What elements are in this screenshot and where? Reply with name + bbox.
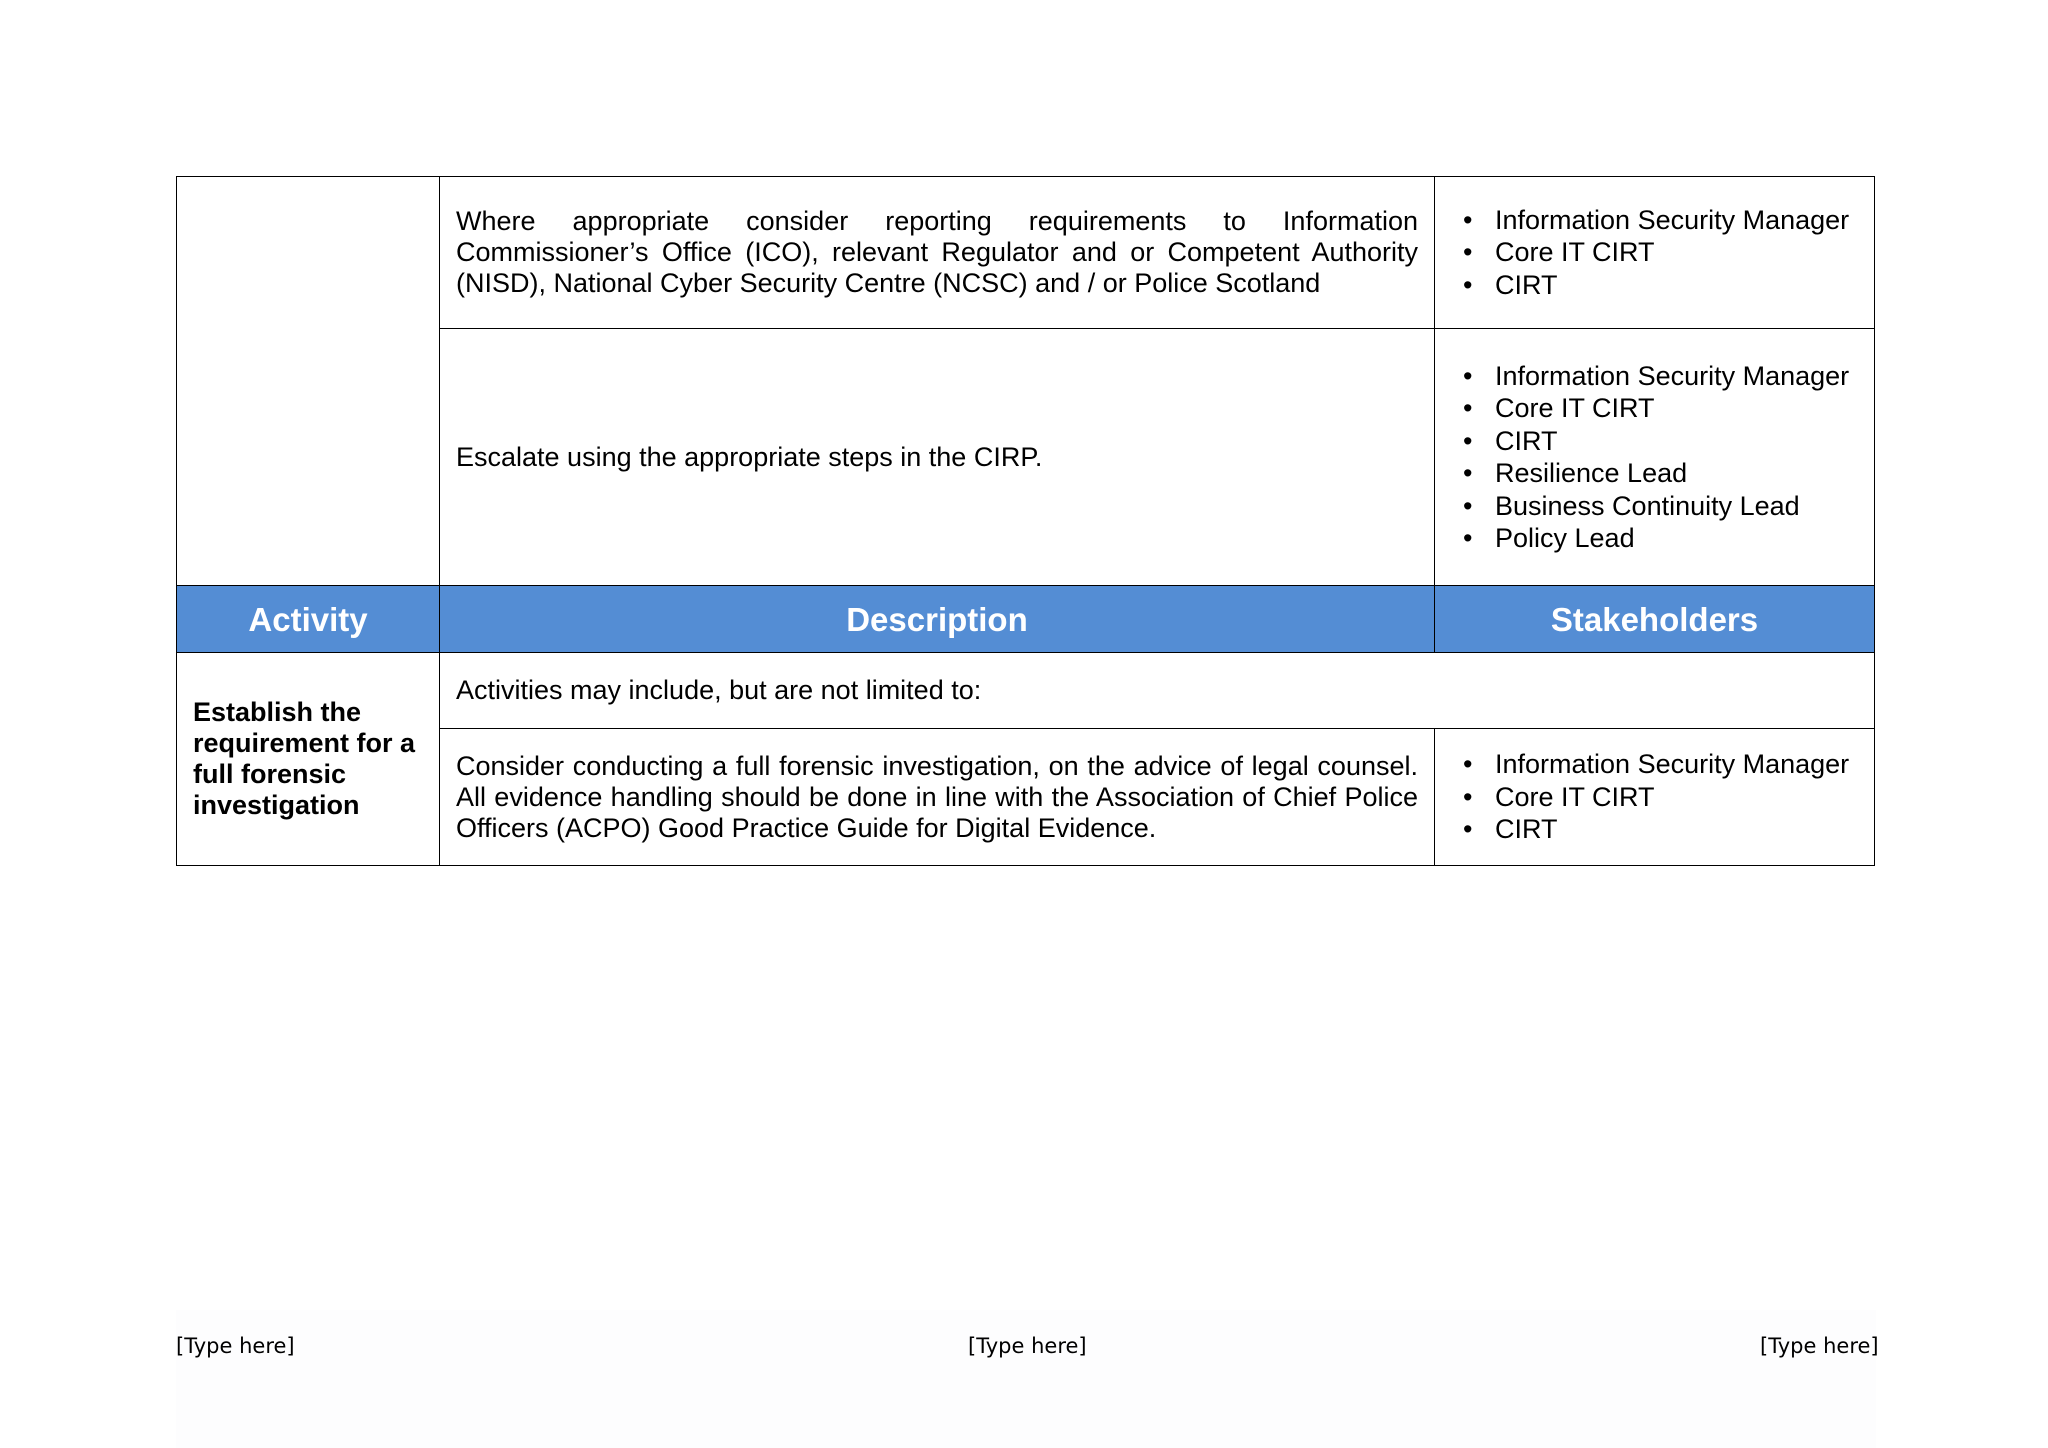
- footer-left[interactable]: [Type here]: [176, 1334, 295, 1358]
- list-item: • CIRT: [1451, 269, 1858, 302]
- list-item: • Business Continuity Lead: [1451, 490, 1858, 523]
- list-item: • Core IT CIRT: [1451, 781, 1858, 814]
- footer-right[interactable]: [Type here]: [1760, 1334, 1879, 1358]
- description-cell: Where appropriate consider reporting requirements to Information Commissioner’s Office (ICO), relevant Regulator and or Competent Authority (NISD), National Cyber Security Centre (NCSC) and / or Police Scotland: [440, 177, 1435, 329]
- table-row: [177, 653, 1875, 729]
- stakeholders-cell: [1435, 329, 1875, 586]
- description-cell: Consider conducting a full forensic investigation, on the advice of legal counsel. All evidence handling should be done in line with the Association of Chief Police Officers (ACPO) Good Practice Guide for Digital Evidence.: [440, 729, 1435, 866]
- stakeholders-cell: [1435, 729, 1875, 866]
- footer-center[interactable]: [Type here]: [968, 1334, 1087, 1358]
- header-activity: Activity: [177, 586, 440, 653]
- page-shade: [176, 1310, 1876, 1448]
- description-cell: Escalate using the appropriate steps in the CIRP.: [440, 329, 1435, 586]
- table-row: [177, 177, 1875, 329]
- list-item: • Information Security Manager: [1451, 748, 1858, 781]
- section-intro: Activities may include, but are not limited to:: [440, 653, 1875, 729]
- list-item: • Policy Lead: [1451, 522, 1858, 555]
- stakeholders-cell: [1435, 177, 1875, 329]
- stakeholder-list: [1451, 204, 1858, 302]
- stakeholder-list: [1451, 748, 1858, 846]
- list-item: • Core IT CIRT: [1451, 392, 1858, 425]
- activity-cell-empty: [177, 177, 440, 586]
- list-item: • Information Security Manager: [1451, 204, 1858, 237]
- list-item: • Information Security Manager: [1451, 360, 1858, 393]
- list-item: • CIRT: [1451, 425, 1858, 458]
- header-description: Description: [440, 586, 1435, 653]
- table-header-row: [177, 586, 1875, 653]
- stakeholder-list: [1451, 360, 1858, 555]
- incident-activity-table: [176, 176, 1875, 866]
- list-item: • Resilience Lead: [1451, 457, 1858, 490]
- list-item: • CIRT: [1451, 813, 1858, 846]
- header-stakeholders: Stakeholders: [1435, 586, 1875, 653]
- activity-label: Establish the requirement for a full forensic investigation: [177, 653, 440, 866]
- list-item: • Core IT CIRT: [1451, 236, 1858, 269]
